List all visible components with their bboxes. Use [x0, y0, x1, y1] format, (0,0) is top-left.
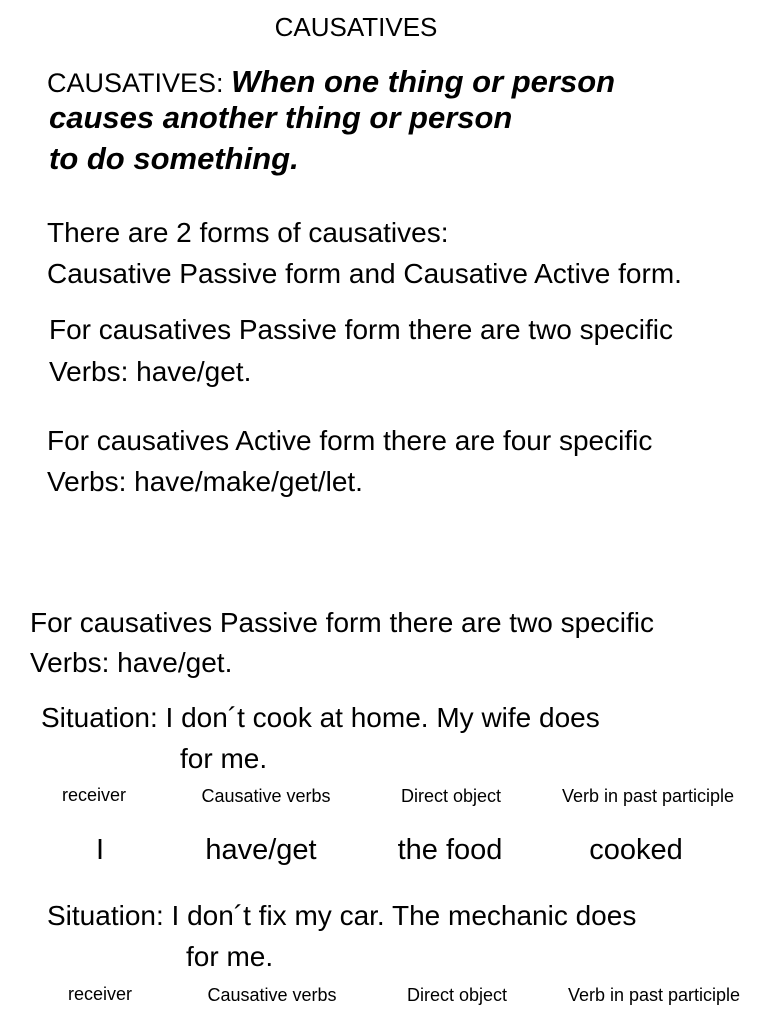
- header-direct-object-2: Direct object: [406, 985, 508, 1005]
- definition-text-line-1: When one thing or person: [231, 64, 616, 99]
- header-receiver-2: receiver: [67, 984, 133, 1004]
- header-receiver: receiver: [61, 785, 127, 805]
- header-direct-object: Direct object: [400, 786, 502, 806]
- active-note-line-1: For causatives Active form there are four specific: [47, 425, 653, 456]
- example-past-participle: cooked: [589, 834, 683, 866]
- example-direct-object: the food: [397, 834, 503, 866]
- definition-text-line-2: causes another thing or person: [49, 100, 513, 135]
- definition-label: [47, 64, 615, 100]
- situation-1-line-1: Situation: I don´t cook at home. My wife does: [41, 702, 600, 733]
- situation-2-line-1: Situation: I don´t fix my car. The mechanic does: [47, 900, 637, 931]
- intro-line-2: Verbs: have/get.: [30, 647, 233, 678]
- forms-intro-line-1: There are 2 forms of causatives:: [47, 217, 449, 248]
- header-causative-verbs-2: Causative verbs: [207, 985, 337, 1005]
- passive-note-line-1: For causatives Passive form there are two specific: [49, 314, 674, 345]
- definition-term: CAUSATIVES:: [47, 68, 224, 98]
- page-title: CAUSATIVES: [274, 12, 438, 42]
- example-receiver: I: [95, 834, 105, 866]
- passive-note-line-2: Verbs: have/get.: [49, 356, 252, 387]
- situation-1-line-2: for me.: [180, 743, 268, 774]
- header-verb-past-participle: Verb in past participle: [561, 786, 735, 806]
- forms-intro-line-2: Causative Passive form and Causative Active form.: [47, 258, 682, 289]
- definition-text-line-3: to do something.: [49, 141, 299, 176]
- situation-2-line-2: for me.: [186, 941, 274, 972]
- header-causative-verbs: Causative verbs: [201, 786, 331, 806]
- example-causative-verb: have/get: [205, 834, 317, 866]
- active-note-line-2: Verbs: have/make/get/let.: [47, 466, 363, 497]
- intro-line-1: For causatives Passive form there are two specific: [30, 607, 655, 638]
- header-verb-past-participle-2: Verb in past participle: [567, 985, 741, 1005]
